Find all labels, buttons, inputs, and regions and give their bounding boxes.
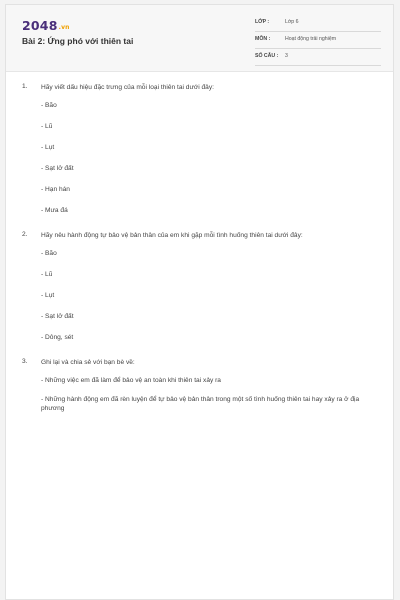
list-item: - Sạt lở đất — [41, 313, 74, 320]
question-1 — [22, 83, 378, 215]
question-2 — [22, 231, 378, 342]
lesson-meta — [255, 15, 381, 66]
site-logo[interactable] — [22, 18, 70, 33]
question-list — [22, 83, 378, 429]
list-item: - Bão — [41, 102, 57, 109]
meta-value: Lớp 6 — [285, 19, 299, 25]
logo-main: 2048 — [22, 18, 58, 33]
worksheet-header — [6, 5, 393, 72]
meta-label: SỐ CÂU : — [255, 53, 279, 59]
question-3 — [22, 358, 378, 413]
question-number: 3. — [22, 358, 28, 365]
meta-row-question-count — [255, 49, 381, 66]
meta-label: LỚP : — [255, 19, 270, 25]
meta-value: Hoạt động trải nghiệm — [285, 36, 337, 42]
list-item: - Bão — [41, 250, 57, 257]
question-text: Ghi lại và chia sẻ với bạn bè về: — [41, 359, 135, 366]
lesson-title: Bài 2: Ứng phó với thiên tai — [22, 36, 134, 46]
meta-row-subject — [255, 32, 381, 49]
worksheet-page — [5, 4, 394, 600]
meta-value: 3 — [285, 53, 288, 59]
list-item: - Lũ — [41, 123, 53, 130]
list-item: - Những việc em đã làm để bảo vệ an toàn khi thiên tai xảy ra — [41, 377, 221, 384]
logo-tld: .vn — [58, 24, 70, 31]
question-text: Hãy viết dấu hiệu đặc trưng của mỗi loại thiên tai dưới đây: — [41, 84, 214, 91]
list-item: - Mưa đá — [41, 207, 68, 214]
meta-row-class — [255, 15, 381, 32]
question-number: 1. — [22, 83, 28, 90]
list-item: - Lụt — [41, 292, 55, 299]
list-item: - Lũ — [41, 271, 53, 278]
list-item: - Lụt — [41, 144, 55, 151]
list-item: - Hạn hán — [41, 186, 70, 193]
list-item: - Sạt lở đất — [41, 165, 74, 172]
list-item: - Dông, sét — [41, 334, 74, 341]
question-number: 2. — [22, 231, 28, 238]
question-text: Hãy nêu hành động tự bảo vệ bản thân của em khi gặp mỗi tình huống thiên tai dưới đây: — [41, 232, 303, 239]
meta-label: MÔN : — [255, 36, 271, 42]
list-item: - Những hành động em đã rèn luyện để tự bảo vệ bản thân trong một số tình huống thiên tai hay xảy ra ở địa phương — [41, 396, 360, 412]
